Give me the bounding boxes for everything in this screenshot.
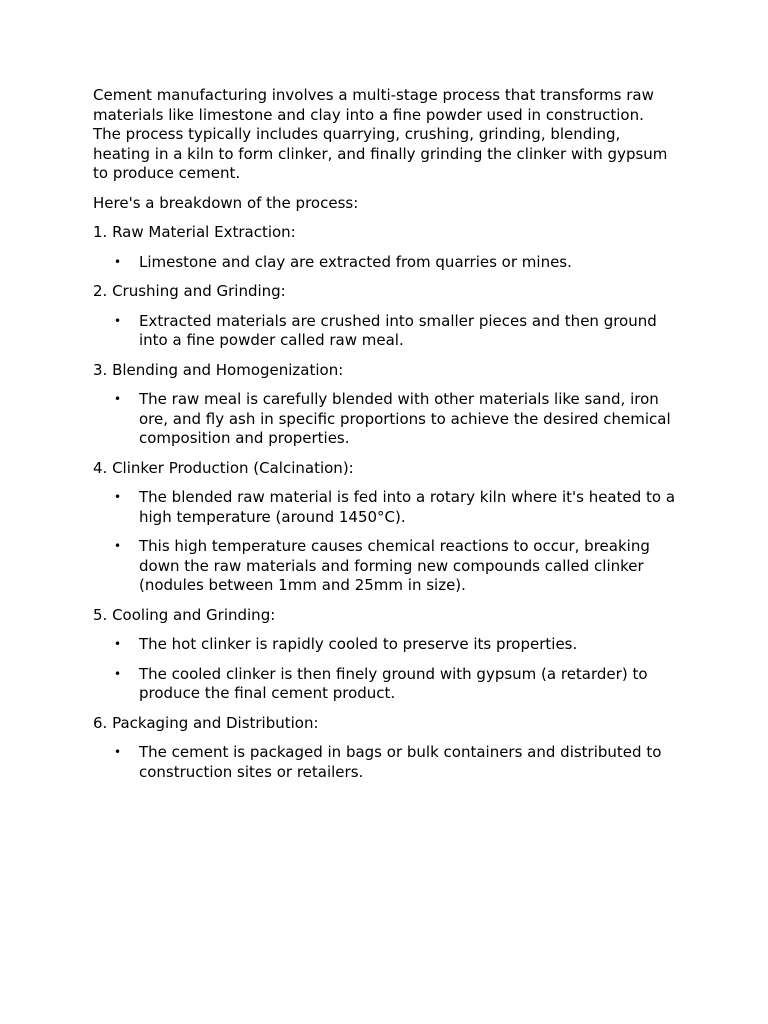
bullet-text: The raw meal is carefully blended with other materials like sand, iron ore, and fly ash in specific proportions to achieve the desired chemical composition and properties. — [139, 390, 671, 447]
bullet-text: Limestone and clay are extracted from quarries or mines. — [139, 252, 572, 271]
bullet-list — [93, 312, 676, 351]
step-section — [93, 606, 676, 704]
bullet-item — [93, 390, 676, 449]
step-section — [93, 459, 676, 596]
bullet-item — [93, 253, 676, 273]
bullet-text: The hot clinker is rapidly cooled to preserve its properties. — [139, 635, 578, 653]
bullet-icon: • — [114, 539, 122, 553]
step-section — [93, 714, 676, 783]
intro-paragraph: Cement manufacturing involves a multi-stage process that transforms raw materials like limestone and clay into a fine powder used in construction. The process typically includes quarrying, crushing, grinding, blending, heating in a kiln to form clinker, and finally grinding the clinker with gypsum to produce cement. — [93, 86, 668, 182]
step-section — [93, 223, 676, 272]
bullet-list — [93, 743, 676, 782]
bullet-icon: • — [114, 392, 122, 406]
step-heading: 1. Raw Material Extraction: — [93, 223, 296, 241]
step-section — [93, 282, 676, 351]
bullet-text: Extracted materials are crushed into smaller pieces and then ground into a fine powder called raw meal. — [139, 311, 657, 349]
bullet-icon: • — [114, 254, 122, 269]
bullet-list — [93, 253, 676, 273]
bullet-icon: • — [114, 313, 122, 328]
step-section — [93, 361, 676, 449]
bullet-list — [93, 488, 676, 596]
bullet-icon: • — [114, 745, 122, 759]
bullet-list — [93, 635, 676, 704]
bullet-item — [93, 312, 676, 351]
bullet-text: The cooled clinker is then finely ground with gypsum (a retarder) to produce the final cement product. — [139, 664, 648, 702]
bullet-list — [93, 390, 676, 449]
step-heading: 4. Clinker Production (Calcination): — [93, 458, 354, 477]
bullet-item — [93, 537, 676, 596]
step-heading: 2. Crushing and Grinding: — [93, 282, 286, 300]
bullet-item — [93, 743, 676, 782]
bullet-text: The cement is packaged in bags or bulk containers and distributed to construction sites or retailers. — [139, 743, 662, 781]
step-heading: 3. Blending and Homogenization: — [93, 360, 344, 379]
bullet-item — [93, 665, 676, 704]
breakdown-intro: Here's a breakdown of the process: — [93, 193, 359, 212]
bullet-icon: • — [114, 637, 122, 651]
step-heading: 5. Cooling and Grinding: — [93, 605, 276, 624]
bullet-icon: • — [114, 490, 122, 504]
bullet-text: The blended raw material is fed into a rotary kiln where it's heated to a high temperature (around 1450°C). — [139, 488, 676, 526]
bullet-text: This high temperature causes chemical reactions to occur, breaking down the raw materials and forming new compounds called clinker (nodules between 1mm and 25mm in size). — [139, 537, 650, 594]
bullet-item — [93, 635, 676, 655]
bullet-item — [93, 488, 676, 527]
step-heading: 6. Packaging and Distribution: — [93, 713, 319, 732]
bullet-icon: • — [114, 666, 122, 681]
